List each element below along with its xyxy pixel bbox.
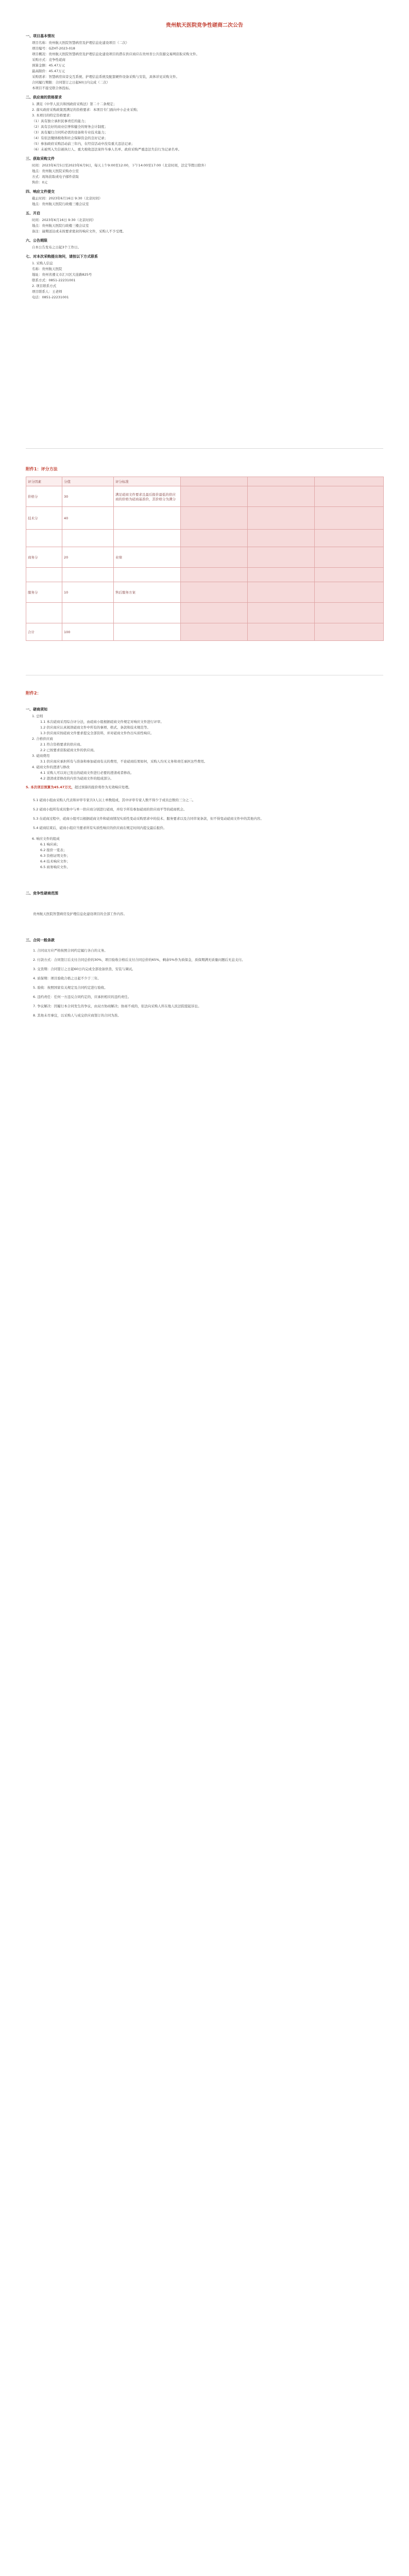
notice-line: 项目名称：贵州航天医院智慧病房及护理信息化建设项目（二次） [32, 41, 129, 45]
notice-line: （6）未被列入失信被执行人、重大税收违法案件当事人名单、政府采购严重违法失信行为记录名单。 [32, 147, 182, 151]
table-cell: 20 [62, 547, 114, 568]
table-cell [181, 623, 248, 641]
table-cell [248, 568, 315, 582]
table-cell [315, 603, 384, 623]
table-cell [181, 568, 248, 582]
table-row [26, 547, 384, 568]
table-header-row [26, 477, 384, 486]
contract-paragraph: 8. 其他未尽事宜，以采购人与成交供应商签订的合同为准。 [33, 1013, 121, 1018]
annex1-title: 附件1：评分方法 [26, 467, 58, 471]
notice-line: 采购方式：竞争性磋商 [32, 58, 65, 62]
notice-line: 截止时间：2023年6月16日 9:30（北京时间） [32, 196, 103, 200]
contact-line: 名称：贵州航天医院 [32, 267, 62, 271]
notice-line: 方式：现场获取或电子邮件获取 [32, 175, 79, 179]
table-cell [248, 547, 315, 568]
table-header-cell: 评分标准 [114, 477, 181, 486]
contract-paragraph: 6. 违约责任：任何一方违反合同约定的，应承担相应的违约责任。 [33, 995, 131, 999]
annex2-title: 附件2： [26, 691, 41, 696]
table-cell [62, 603, 114, 623]
notice-line: 预算金额：45.47万元 [32, 63, 65, 67]
notice-line: 项目编号：GZHT-2023-018 [32, 46, 75, 50]
table-cell [315, 568, 384, 582]
table-cell [181, 486, 248, 507]
annex2-item: 4.2 澄清或者修改的内容为磋商文件的组成部分。 [40, 776, 114, 781]
table-cell [315, 486, 384, 507]
table-row [26, 582, 384, 603]
table-cell: 售后服务方案 [114, 582, 181, 603]
annex2-item: 2. 合格供应商 [32, 737, 53, 741]
table-cell [26, 530, 62, 547]
annex2-heading-3: 三、合同一般条款 [26, 938, 55, 942]
table-row [26, 568, 384, 582]
notice-line: 项目概况：贵州航天医院智慧病房及护理信息化建设项目的潜在供应商应在贵州省公共资源交易网获取采购文件。 [32, 52, 199, 56]
notice-section-heading: 五、开启 [26, 211, 40, 215]
table-cell [315, 507, 384, 530]
annex2-sub-item: 6.3 资格证明文件； [40, 854, 70, 858]
annex2-sub-item: 6. 响应文件的组成 [32, 837, 60, 841]
notice-section-heading: 一、项目基本情况 [26, 34, 55, 38]
scoring-table [26, 477, 384, 641]
notice-line: （5）参加政府采购活动前三年内，在经营活动中没有重大违法记录； [32, 142, 135, 146]
notice-line: 1. 满足《中华人民共和国政府采购法》第二十二条规定； [32, 102, 117, 106]
contact-heading: 七、对本次采购提出询问，请按以下方式联系 [26, 255, 98, 259]
annex2-paragraph: 5.3 在磋商过程中，磋商小组可以根据磋商文件和磋商情况实质性变动采购需求中的技术、服务要求以及合同草案条款，但不得变动磋商文件中的其他内容。 [33, 817, 264, 821]
table-cell [248, 530, 315, 547]
contact-line: 联系方式：0851-22231001 [32, 278, 76, 282]
table-cell [315, 582, 384, 603]
table-header-cell: 分值 [62, 477, 114, 486]
annex2-item: 3. 磋商费用 [32, 754, 50, 758]
annex2-sub-item: 6.5 商务响应文件。 [40, 865, 70, 869]
contract-paragraph: 3. 交货期：合同签订之日起60日内完成全部设备供货、安装与调试。 [33, 967, 135, 971]
notice-line: 2. 落实政府采购政策需满足的资格要求：本项目专门面向中小企业采购； [32, 108, 140, 112]
notice-line: 合同履行期限：合同签订之日起60日内完成（二次） [32, 80, 110, 84]
annex2-paragraphs [26, 798, 383, 831]
contract-paragraph: 5. 验收：按照国家有关规定及合同约定进行验收。 [33, 986, 108, 990]
notice-section-heading: 二、供应商的资格要求 [26, 95, 62, 99]
notice-line: 时间：2023年6月5日至2023年6月9日，每天上午9:00至12:00，下午14:00至17:00（北京时间，法定节假日除外） [32, 163, 208, 167]
notice-line: 备注：逾期送达或未按要求密封的响应文件，采购人不予受理。 [32, 229, 126, 233]
annex2-item: 2.2 已按要求获取磋商文件的供应商。 [40, 748, 97, 752]
notice-line: （4）有依法缴纳税收和社会保障资金的良好记录； [32, 136, 108, 140]
budget-text: 超过预算的报价将作为无效响应处理。 [74, 785, 132, 789]
contact-lines [26, 261, 383, 300]
notice-section-heading: 六、公告期限 [26, 239, 47, 243]
notice-section-heading: 四、响应文件提交 [26, 190, 55, 194]
contact-line: 1. 采购人信息 [32, 261, 53, 265]
annex2-item: 1.2 供应商应认真阅读磋商文件中所有的事项、格式、条款和技术规范等。 [40, 725, 150, 730]
contact-line: 项目联系人：王老师 [32, 290, 62, 294]
table-cell [181, 507, 248, 530]
contract-paragraph: 7. 争议解决：因履行本合同发生的争议，由双方协商解决；协商不成的，依法向采购人所在地人民法院提起诉讼。 [33, 1004, 201, 1008]
table-row [26, 530, 384, 547]
table-cell: 30 [62, 486, 114, 507]
table-cell [62, 530, 114, 547]
table-cell: 服务分 [26, 582, 62, 603]
table-cell: 满足磋商文件要求且最后报价最低的供应商的价格为磋商基准价，其价格分为满分 [114, 486, 181, 507]
annex2-sub-items [26, 836, 383, 870]
table-cell [315, 547, 384, 568]
annex2-paragraph: 5.4 磋商结束后，磋商小组应当要求所有实质性响应的供应商在规定时间内提交最后报价。 [33, 826, 167, 830]
table-cell: 合计 [26, 623, 62, 641]
annex2-sub-item: 6.2 报价一览表； [40, 848, 67, 852]
contract-paragraph: 4. 质保期：项目验收合格之日起不少于三年。 [33, 976, 101, 980]
notice-line: 时间：2023年6月16日 9:30（北京时间） [32, 218, 96, 222]
contract-paragraph: 1. 合同双方应严格按照合同约定履行各自的义务。 [33, 948, 108, 953]
table-cell [248, 623, 315, 641]
notice-line: （3）具有履行合同所必需的设备和专业技术能力； [32, 130, 108, 134]
table-cell [181, 603, 248, 623]
annex2-item: 3.1 供应商应承担所有与准备和参加磋商有关的费用，不论磋商结果如何，采购人均无义务和责任承担这些费用。 [40, 759, 208, 764]
table-header-cell [248, 477, 315, 486]
table-cell [315, 530, 384, 547]
annex2-section [26, 703, 383, 1022]
annex2-item: 4. 磋商文件的澄清与修改 [32, 765, 70, 769]
annex2-item: 1.1 本次磋商采用综合评分法，由磋商小组根据磋商文件规定对响应文件进行评审。 [40, 720, 164, 724]
contract-paragraph: 2. 付款方式：合同签订后支付合同总价的30%，项目验收合格后支付合同总价的65%，剩余5%作为质保金，质保期满无质量问题后无息支付。 [33, 958, 245, 962]
annex2-items [26, 714, 383, 782]
table-cell: 40 [62, 507, 114, 530]
divider [26, 448, 383, 449]
notice-line: 本项目不接受联合体投标。 [32, 86, 72, 90]
table-cell [114, 507, 181, 530]
table-row [26, 603, 384, 623]
table-cell [248, 507, 315, 530]
table-cell: 10 [62, 582, 114, 603]
table-cell: 100 [62, 623, 114, 641]
table-cell [181, 547, 248, 568]
table-cell [114, 603, 181, 623]
table-cell [248, 603, 315, 623]
notice-line: 采购需求：智慧病房床旁交互系统、护理信息系统及配套硬件设备采购与安装，具体详见采购文件。 [32, 75, 179, 79]
table-cell [26, 568, 62, 582]
notice-line: 自本公告发布之日起3个工作日。 [32, 245, 81, 249]
table-cell [114, 623, 181, 641]
table-cell: 商务分 [26, 547, 62, 568]
notice-line: 最高限价：45.47万元 [32, 69, 65, 73]
notice-line: 3. 本项目的特定资格要求： [32, 113, 73, 117]
annex2-paragraph: 5.1 磋商小组由采购人代表和评审专家共3人以上单数组成，其中评审专家人数不得少于成员总数的三分之二。 [33, 798, 196, 802]
budget-highlight [26, 785, 383, 790]
table-cell [248, 582, 315, 603]
notice-title: 贵州航天医院竞争性磋商二次公告 [166, 23, 243, 28]
notice-line: 地点：贵州航天医院行政楼三楼会议室 [32, 224, 89, 228]
table-cell: 价格分 [26, 486, 62, 507]
table-header-cell [315, 477, 384, 486]
annex2-heading-2: 二、竞争性磋商范围 [26, 891, 58, 895]
table-cell [26, 603, 62, 623]
notice-section [26, 21, 383, 300]
table-cell: 业绩 [114, 547, 181, 568]
scope-text: 贵州航天医院智慧病房及护理信息化建设项目的全部工作内容。 [33, 912, 127, 916]
notice-line: 地点：贵州航天医院行政楼三楼会议室 [32, 202, 89, 206]
table-cell [181, 582, 248, 603]
table-header-cell [181, 477, 248, 486]
table-cell [114, 568, 181, 582]
annex2-paragraph: 5.2 磋商小组所有成员集中与单一供应商分别进行磋商，并给予所有参加磋商的供应商平等的磋商机会。 [33, 807, 187, 811]
table-cell [114, 530, 181, 547]
table-cell [181, 530, 248, 547]
notice-line: 售价：0元 [32, 180, 48, 184]
table-row [26, 486, 384, 507]
annex2-item: 2.1 符合资格要求的供应商。 [40, 742, 83, 747]
table-cell [315, 623, 384, 641]
notice-line: 地点：贵州航天医院采购办公室 [32, 169, 79, 173]
table-row [26, 623, 384, 641]
table-row [26, 507, 384, 530]
notice-section-heading: 三、获取采购文件 [26, 157, 55, 161]
contact-line: 2. 项目联系方式 [32, 284, 57, 288]
annex2-item: 4.1 采购人可以对已发出的磋商文件进行必要的澄清或者修改。 [40, 771, 134, 775]
annex2-sub-item: 6.1 响应函； [40, 842, 60, 846]
annex2-sub-item: 6.4 技术响应文件； [40, 859, 70, 863]
table-cell [248, 486, 315, 507]
notice-line: （2）具有良好的商业信誉和健全的财务会计制度； [32, 125, 108, 129]
table-cell [62, 568, 114, 582]
table-cell: 技术分 [26, 507, 62, 530]
notice-sections [26, 33, 383, 250]
budget-label: 5. 本次项目预算为45.47万元， [26, 785, 75, 789]
annex2-heading-1: 一、磋商须知 [26, 707, 47, 711]
notice-line: （1）具有独立承担民事责任的能力； [32, 119, 88, 123]
annex2-item: 1.3 供应商应按磋商文件要求提交全部资料，并对磋商文件作出实质性响应。 [40, 731, 154, 735]
scoring-table-body [26, 477, 384, 641]
contact-line: 电话：0851-22231001 [32, 295, 69, 299]
contact-line: 地址：贵州省遵义市汇川区大连路825号 [32, 273, 92, 277]
table-header-cell: 评分因素 [26, 477, 62, 486]
annex2-item: 1. 总则 [32, 714, 43, 718]
contract-paragraphs [26, 948, 383, 1019]
